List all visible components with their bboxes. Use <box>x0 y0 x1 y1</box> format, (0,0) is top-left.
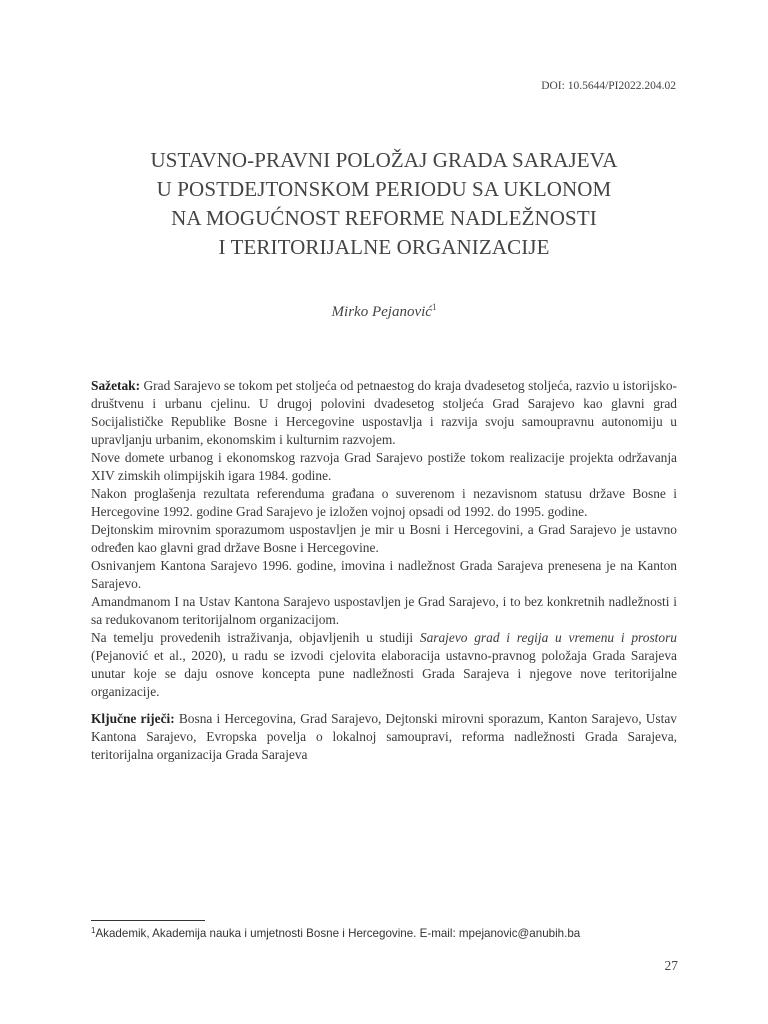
abstract-paragraph: Nove domete urbanog i ekonomskog razvoja Grad Sarajevo postiže tokom realizacije projekta održavanja XIV zimskih olimpijskih igara 1984. godine. <box>91 450 677 483</box>
keywords <box>91 710 677 764</box>
abstract-text: Na temelju provedenih istraživanja, objavljenih u studiji <box>91 630 420 645</box>
abstract-text: (Pejanović et al., 2020), u radu se izvodi cjelovita elaboracija ustavno-pravnog položaja Grada Sarajeva unutar koje se daju osnove koncepta pune nadležnosti Grada Sarajeva i njegove nove teritorijalne organizacije. <box>91 648 677 699</box>
title-line: I TERITORIJALNE ORGANIZACIJE <box>218 235 550 259</box>
abstract-paragraph: Dejtonskim mirovnim sporazumom uspostavljen je mir u Bosni i Hercegovini, a Grad Sarajevo je ustavno određen kao glavni grad države Bosne i Hercegovine. <box>91 522 677 555</box>
abstract-label: Sažetak: <box>91 378 141 393</box>
footnote-text: Akademik, Akademija nauka i umjetnosti Bosne i Hercegovine. E-mail: mpejanovic@anubih.ba <box>95 927 581 940</box>
keywords-text: Bosna i Hercegovina, Grad Sarajevo, Dejtonski mirovni sporazum, Kanton Sarajevo, Ustav Kantona Sarajevo, Evropska povelja o lokalnoj samoupravi, reforma nadležnosti Grada Sarajeva, teritorijalna organizacija Grada Sarajeva <box>91 711 677 762</box>
abstract-paragraph: Osnivanjem Kantona Sarajevo 1996. godine, imovina i nadležnost Grada Sarajeva prenesena je na Kanton Sarajevo. <box>91 558 677 591</box>
author-footnote-mark[interactable]: 1 <box>431 302 437 312</box>
keywords-label: Ključne riječi: <box>91 711 175 726</box>
article-title <box>0 146 768 262</box>
abstract-text: Grad Sarajevo se tokom pet stoljeća od petnaestog do kraja dvadesetog stoljeća, razvio u istorijsko-društvenu i urbanu cjelinu. U drugoj polovini dvadesetog stoljeća Grad Sarajevo kao glavni grad Socijalističke Republike Bosne i Hercegovine uspostavlja i razvija svoju samoupravnu autonomiju u upravljanju urbanim, ekonomskim i kulturnim razvojem. <box>91 378 677 447</box>
author-name: Mirko Pejanović <box>331 304 432 320</box>
title-line: USTAVNO-PRAVNI POLOŽAJ GRADA SARAJEVA <box>150 148 618 172</box>
footnote <box>91 926 580 940</box>
title-line: U POSTDEJTONSKOM PERIODU SA UKLONOM <box>156 177 612 201</box>
abstract-paragraph: Nakon proglašenja rezultata referenduma građana o suverenom i nezavisnom statusu države Bosne i Hercegovine 1992. godine Grad Sarajevo je izložen vojnoj opsadi od 1992. do 1995. godine. <box>91 486 677 519</box>
author-line <box>0 302 768 321</box>
page-number: 27 <box>664 958 678 973</box>
footnote-rule <box>91 920 205 921</box>
doi-label: DOI: 10.5644/PI2022.204.02 <box>541 80 676 92</box>
abstract-paragraph: Amandmanom I na Ustav Kantona Sarajevo uspostavljen je Grad Sarajevo, i to bez konkretnih nadležnosti i sa redukovanom teritorijalnom organizacijom. <box>91 594 677 627</box>
study-title: Sarajevo grad i regija u vremenu i prostoru <box>419 630 678 645</box>
abstract <box>91 377 677 764</box>
title-line: NA MOGUĆNOST REFORME NADLEŽNOSTI <box>171 206 597 230</box>
footnote-mark: 1 <box>91 926 96 935</box>
abstract-paragraph <box>91 629 677 701</box>
abstract-paragraph <box>91 377 677 449</box>
